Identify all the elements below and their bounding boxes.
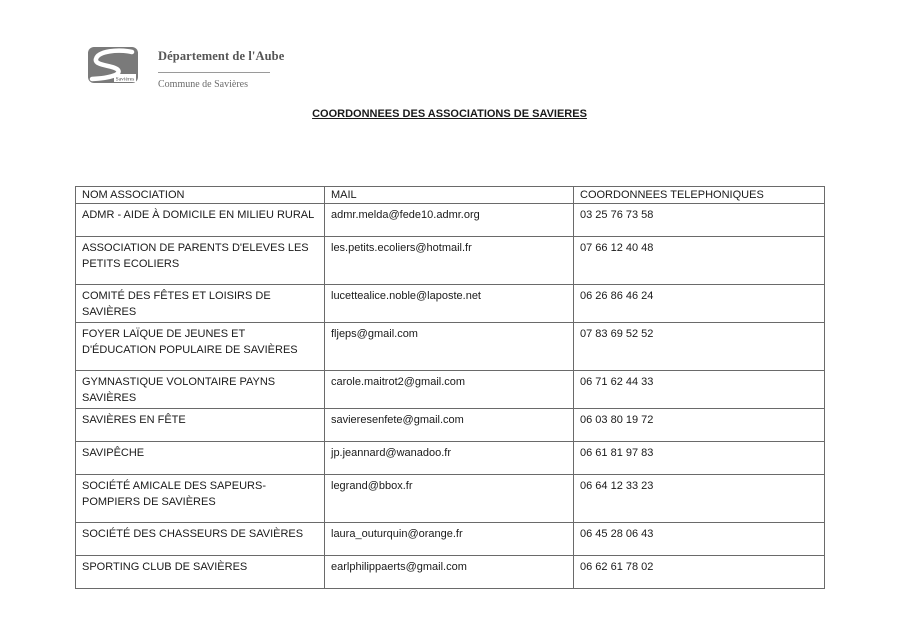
association-phone: 07 66 12 40 48 <box>574 237 825 285</box>
association-phone: 07 83 69 52 52 <box>574 323 825 371</box>
table-row <box>76 475 825 523</box>
table-row <box>76 323 825 371</box>
association-name: SOCIÉTÉ AMICALE DES SAPEURS-POMPIERS DE SAVIÈRES <box>76 475 325 523</box>
association-name: GYMNASTIQUE VOLONTAIRE PAYNS SAVIÈRES <box>76 371 325 409</box>
association-mail: savieresenfete@gmail.com <box>325 409 574 442</box>
association-name: SAVIÈRES EN FÊTE <box>76 409 325 442</box>
association-mail: jp.jeannard@wanadoo.fr <box>325 442 574 475</box>
association-mail: les.petits.ecoliers@hotmail.fr <box>325 237 574 285</box>
association-phone: 06 45 28 06 43 <box>574 523 825 556</box>
association-phone: 06 64 12 33 23 <box>574 475 825 523</box>
table-row <box>76 523 825 556</box>
table-row <box>76 409 825 442</box>
table-row <box>76 204 825 237</box>
association-mail: laura_outurquin@orange.fr <box>325 523 574 556</box>
association-phone: 06 62 61 78 02 <box>574 556 825 589</box>
column-header-mail: MAIL <box>325 187 574 204</box>
association-name: FOYER LAÏQUE DE JEUNES ET D'ÉDUCATION POPULAIRE DE SAVIÈRES <box>76 323 325 371</box>
association-mail: admr.melda@fede10.admr.org <box>325 204 574 237</box>
column-header-name: NOM ASSOCIATION <box>76 187 325 204</box>
association-name: ADMR - AIDE À DOMICILE EN MILIEU RURAL <box>76 204 325 237</box>
associations-table <box>75 186 825 589</box>
table-row <box>76 442 825 475</box>
department-name: Département de l'Aube <box>158 49 285 63</box>
savieres-logo-icon <box>88 47 138 83</box>
table-row <box>76 371 825 409</box>
association-phone: 06 61 81 97 83 <box>574 442 825 475</box>
association-phone: 03 25 76 73 58 <box>574 204 825 237</box>
association-phone: 06 71 62 44 33 <box>574 371 825 409</box>
column-header-phone: COORDONNEES TELEPHONIQUES <box>574 187 825 204</box>
header <box>158 49 284 90</box>
association-name: SOCIÉTÉ DES CHASSEURS DE SAVIÈRES <box>76 523 325 556</box>
association-mail: legrand@bbox.fr <box>325 475 574 523</box>
table-header-row <box>76 187 825 204</box>
association-mail: carole.maitrot2@gmail.com <box>325 371 574 409</box>
association-name: COMITÉ DES FÊTES ET LOISIRS DE SAVIÈRES <box>76 285 325 323</box>
association-name: ASSOCIATION DE PARENTS D'ELEVES LES PETITS ECOLIERS <box>76 237 325 285</box>
association-mail: fljeps@gmail.com <box>325 323 574 371</box>
header-divider <box>158 72 270 73</box>
association-phone: 06 03 80 19 72 <box>574 409 825 442</box>
association-mail: lucettealice.noble@laposte.net <box>325 285 574 323</box>
association-name: SAVIPÊCHE <box>76 442 325 475</box>
association-mail: earlphilippaerts@gmail.com <box>325 556 574 589</box>
table-row <box>76 237 825 285</box>
logo-text: Savières <box>115 76 135 83</box>
association-phone: 06 26 86 46 24 <box>574 285 825 323</box>
table-row <box>76 285 825 323</box>
table-row <box>76 556 825 589</box>
commune-name: Commune de Savières <box>158 79 248 90</box>
association-name: SPORTING CLUB DE SAVIÈRES <box>76 556 325 589</box>
page-title: COORDONNEES DES ASSOCIATIONS DE SAVIERES <box>312 108 587 120</box>
